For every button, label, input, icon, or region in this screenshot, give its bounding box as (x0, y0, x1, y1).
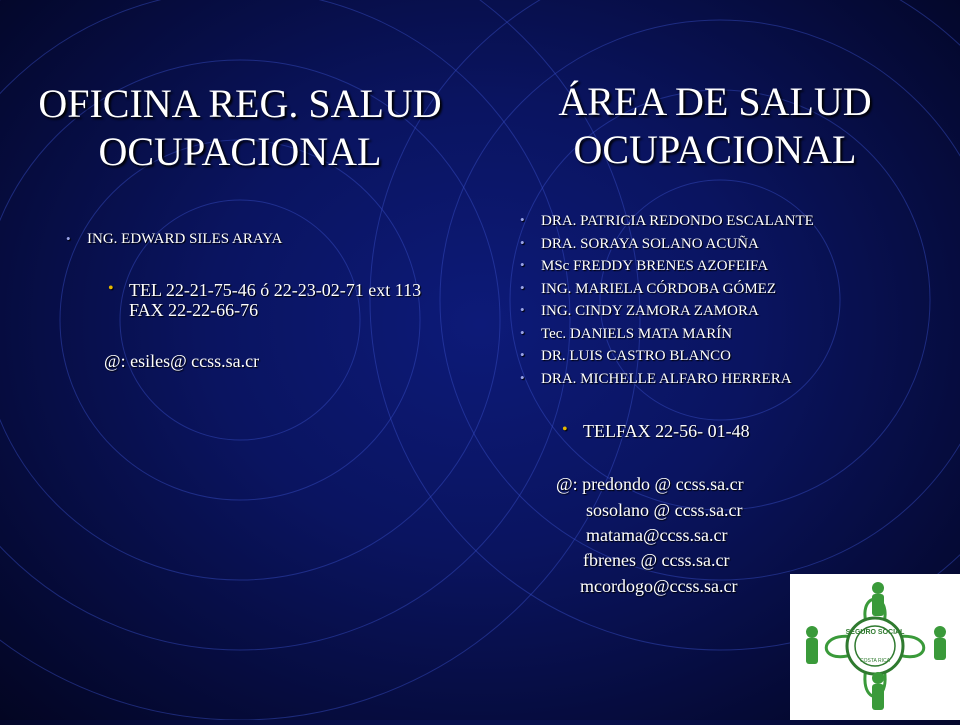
right-title (490, 78, 940, 174)
staff-item: • DR. LUIS CASTRO BLANCO (516, 345, 814, 368)
staff-item: • DRA. SORAYA SOLANO ACUÑA (516, 233, 814, 256)
logo-subtext: COSTA RICA (860, 658, 890, 664)
ccss-logo (790, 574, 960, 720)
ccss-logo-graphic (790, 574, 960, 720)
staff-item: • ING. MARIELA CÓRDOBA GÓMEZ (516, 278, 814, 301)
email-line: mcordogo@ccss.sa.cr (580, 576, 738, 596)
left-contact-email: @: esiles@ ccss.sa.cr (104, 351, 260, 371)
left-title-line-2: OCUPACIONAL (98, 129, 382, 174)
left-title-line-1: OFICINA REG. SALUD (38, 81, 442, 126)
left-contact-name: • ING. EDWARD SILES ARAYA (62, 228, 282, 251)
email-line: @: predondo @ ccss.sa.cr (556, 474, 744, 494)
staff-item: • DRA. MICHELLE ALFARO HERRERA (516, 368, 814, 391)
left-contact-name-list (62, 228, 282, 251)
email-line: matama@ccss.sa.cr (586, 525, 728, 545)
staff-item: • MSc FREDDY BRENES AZOFEIFA (516, 255, 814, 278)
right-telfax: • TELFAX 22-56- 01-48 (558, 421, 750, 441)
staff-item: • DRA. PATRICIA REDONDO ESCALANTE (516, 210, 814, 233)
right-title-line-1: ÁREA DE SALUD (558, 79, 872, 124)
left-title (20, 80, 460, 176)
logo-text: SEGURO SOCIAL (845, 629, 905, 636)
email-line: fbrenes @ ccss.sa.cr (583, 550, 730, 570)
right-telfax-list (558, 421, 750, 441)
email-line: sosolano @ ccss.sa.cr (586, 500, 743, 520)
staff-item: • ING. CINDY ZAMORA ZAMORA (516, 300, 814, 323)
left-contact-phone: • TEL 22-21-75-46 ó 22-23-02-71 ext 113 FAX 22-22-66-76 (104, 280, 434, 320)
left-contact-phone-list (104, 280, 434, 320)
staff-item: • Tec. DANIELS MATA MARÍN (516, 323, 814, 346)
right-staff-list (516, 210, 814, 390)
right-title-line-2: OCUPACIONAL (573, 127, 857, 172)
